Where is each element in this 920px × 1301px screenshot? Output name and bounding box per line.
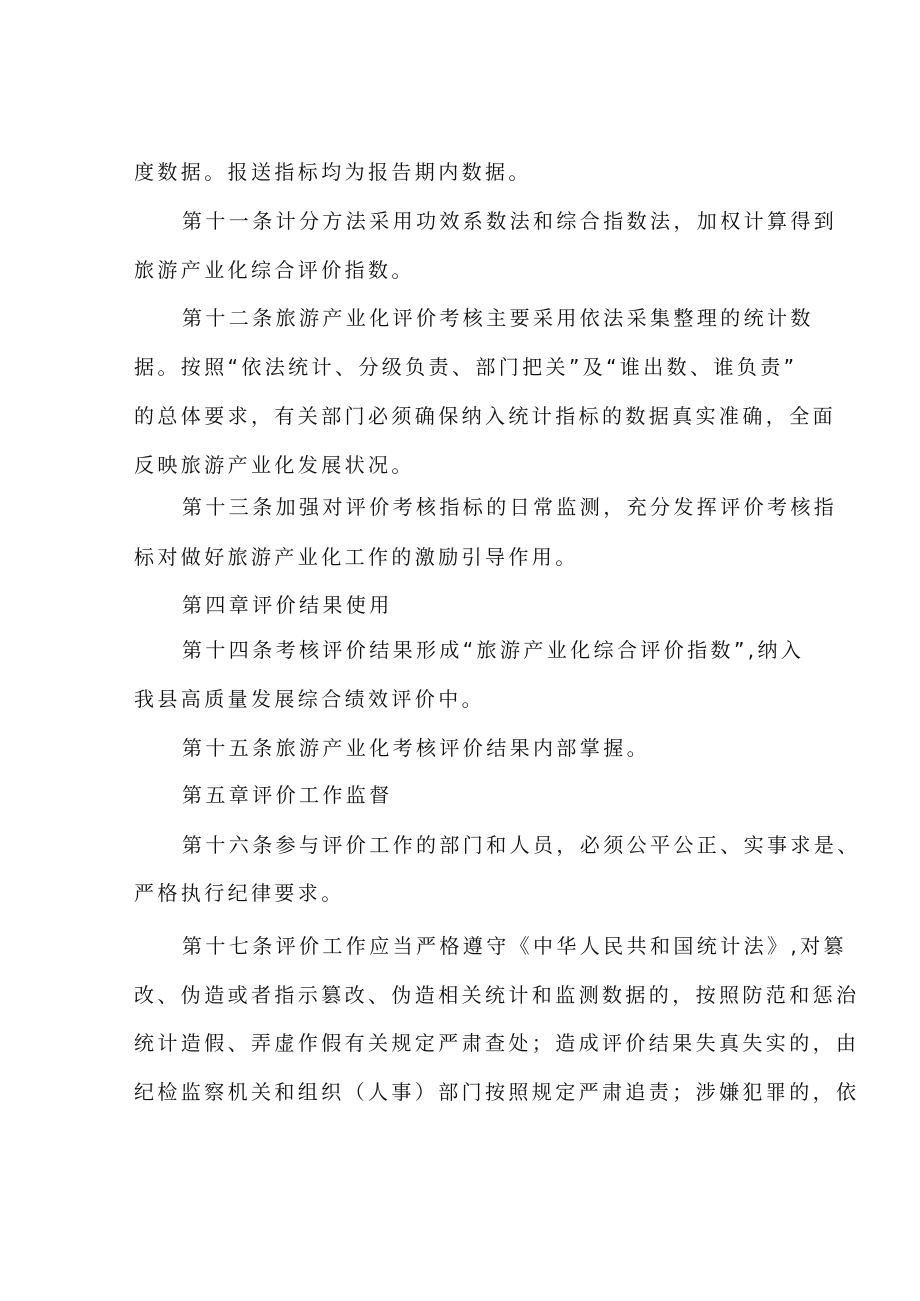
paragraph-line: 据。按照“依法统计、分级负责、部门把关”及“谁出数、谁负责” <box>134 355 798 379</box>
article-15-line: 第十五条旅游产业化考核评价结果内部掌握。 <box>182 736 650 760</box>
paragraph-line: 标对做好旅游产业化工作的激励引导作用。 <box>134 545 579 569</box>
article-17-line: 第十七条评价工作应当严格遵守《中华人民共和国统计法》,对篡 <box>182 934 847 958</box>
paragraph-line: 我县高质量发展综合绩效评价中。 <box>134 687 485 711</box>
article-13-line: 第十三条加强对评价考核指标的日常监测，充分发挥评价考核指 <box>182 495 838 519</box>
paragraph-line: 的总体要求，有关部门必须确保纳入统计指标的数据真实准确，全面 <box>134 404 836 428</box>
paragraph-line: 旅游产业化综合评价指数。 <box>134 258 415 282</box>
paragraph-line: 纪检监察机关和组织（人事）部门按照规定严肃追责；涉嫌犯罪的，依 <box>134 1080 860 1104</box>
paragraph-line: 统计造假、弄虚作假有关规定严肃查处；造成评价结果失真失实的，由 <box>134 1031 860 1055</box>
chapter-5-heading: 第五章评价工作监督 <box>182 783 393 807</box>
article-11-line: 第十一条计分方法采用功效系数法和综合指数法，加权计算得到 <box>182 209 838 233</box>
chapter-4-heading: 第四章评价结果使用 <box>182 593 393 617</box>
article-16-line: 第十六条参与评价工作的部门和人员，必须公平公正、实事求是、 <box>182 833 861 857</box>
paragraph-line: 度数据。报送指标均为报告期内数据。 <box>134 160 532 184</box>
paragraph-line: 严格执行纪律要求。 <box>134 881 345 905</box>
paragraph-line: 反映旅游产业化发展状况。 <box>134 453 415 477</box>
article-14-line: 第十四条考核评价结果形成“旅游产业化综合评价指数”,纳入 <box>182 638 805 662</box>
article-12-line: 第十二条旅游产业化评价考核主要采用依法采集整理的统计数 <box>182 306 814 330</box>
paragraph-line: 改、伪造或者指示篡改、伪造相关统计和监测数据的，按照防范和惩治 <box>134 983 860 1007</box>
